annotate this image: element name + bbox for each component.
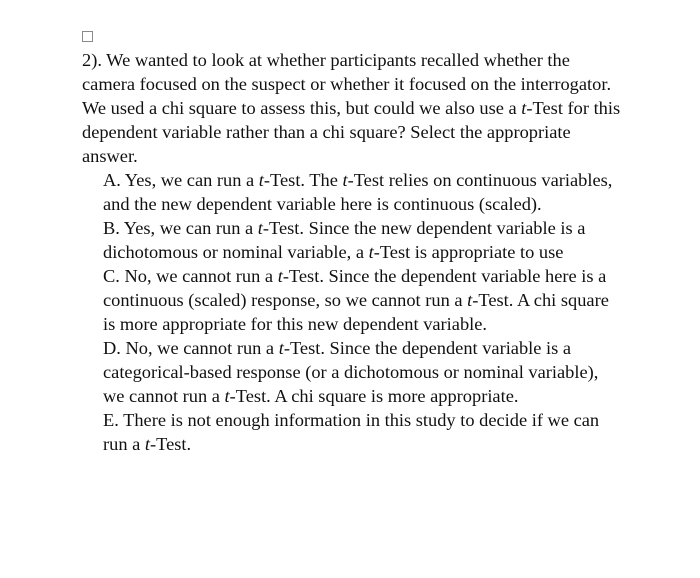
option-letter: A. bbox=[103, 170, 121, 190]
option-b[interactable]: B. Yes, we can run a t-Test. Since the new dependent variable is a dichotomous or nominal variable, a t-Test is appropriate to use bbox=[103, 218, 586, 262]
option-letter: E. bbox=[103, 410, 119, 430]
option-d[interactable]: D. No, we cannot run a t-Test. Since the dependent variable is a categorical-based response (or a dichotomous or nominal variable), we cannot run a t-Test. A chi square is more appropriate. bbox=[103, 338, 599, 406]
option-a[interactable]: A. Yes, we can run a t-Test. The t-Test relies on continuous variables, and the new dependent variable here is continuous (scaled). bbox=[103, 170, 613, 214]
checkbox-icon[interactable] bbox=[82, 31, 93, 42]
answer-options bbox=[103, 168, 623, 456]
option-letter: C. bbox=[103, 266, 120, 286]
question-text: 2). We wanted to look at whether participants recalled whether the camera focused on the suspect or whether it focused on the interrogator. We used a chi square to assess this, but could we also use a t-Test for this dependent variable rather than a chi square? Select the appropriate answer. bbox=[82, 50, 621, 166]
option-letter: D. bbox=[103, 338, 121, 358]
question-number: 2). bbox=[82, 50, 102, 70]
option-e[interactable]: E. There is not enough information in this study to decide if we can run a t-Test. bbox=[103, 410, 600, 454]
option-letter: B. bbox=[103, 218, 120, 238]
option-c[interactable]: C. No, we cannot run a t-Test. Since the dependent variable here is a continuous (scaled) response, so we cannot run a t-Test. A chi square is more appropriate for this new dependent variable. bbox=[103, 266, 609, 334]
